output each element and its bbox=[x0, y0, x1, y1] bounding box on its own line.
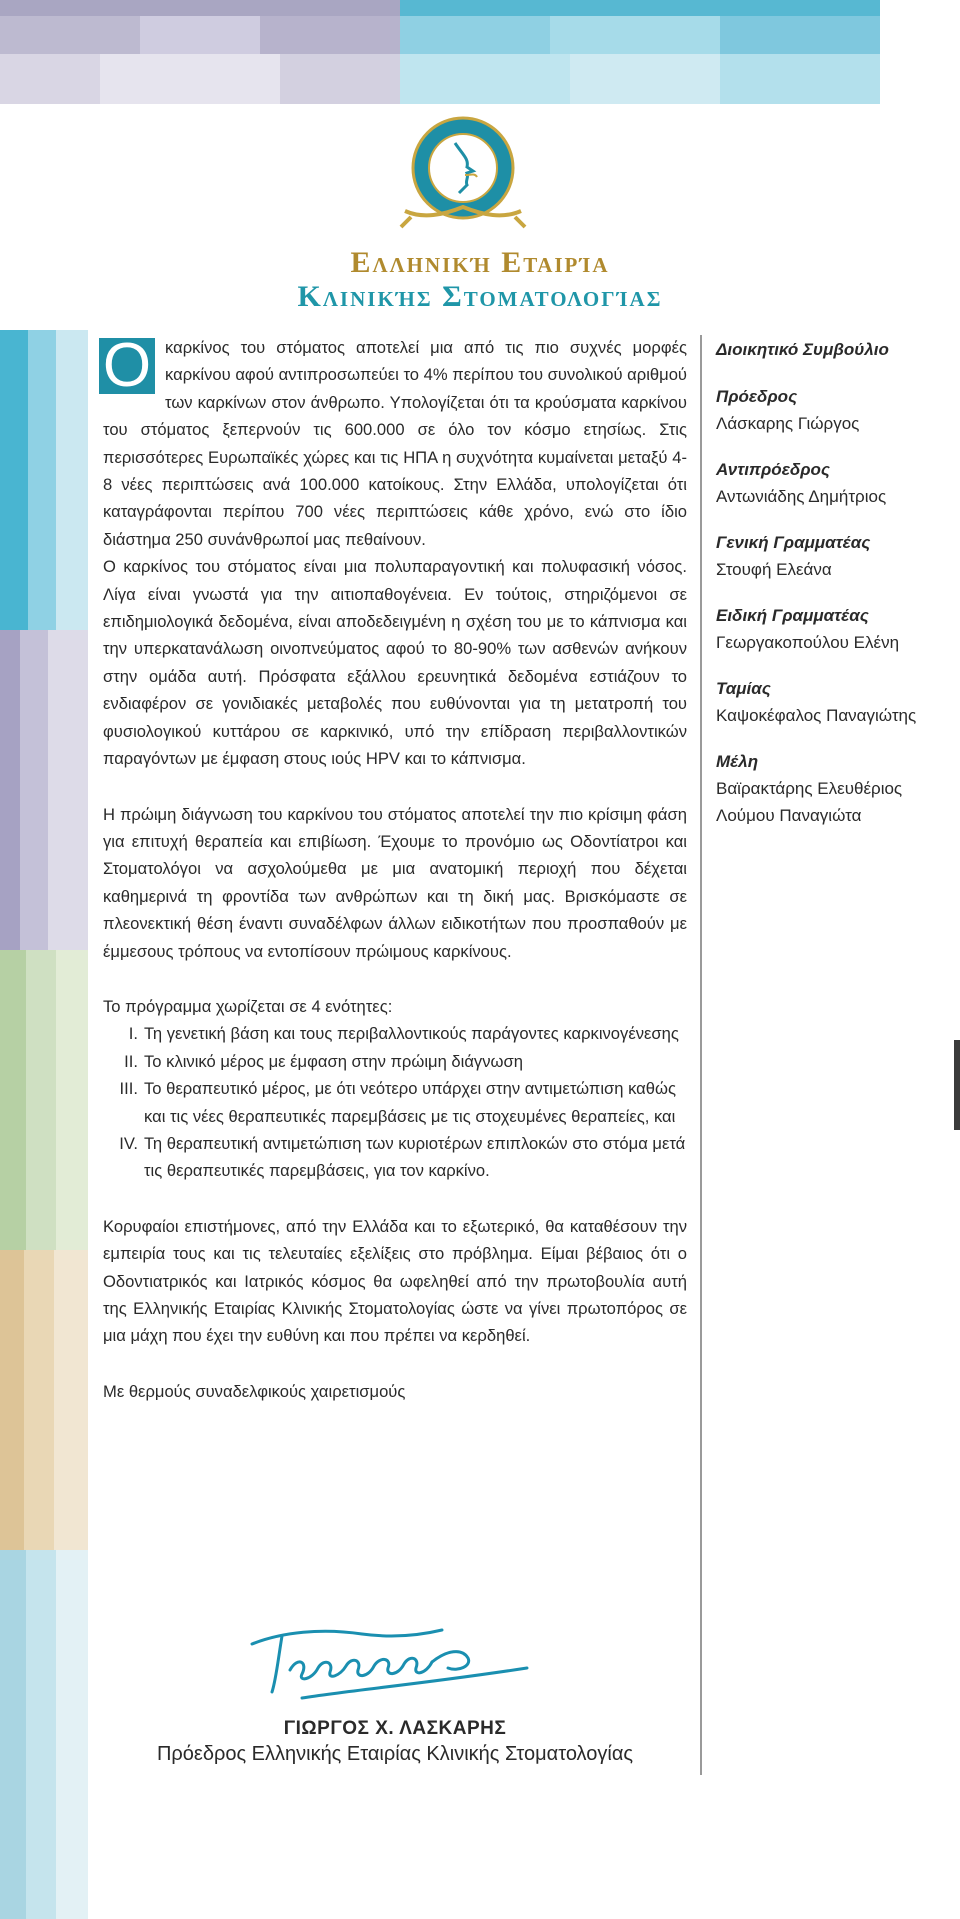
society-name-line2: Κλινικής Στοματολογίας bbox=[297, 279, 663, 313]
board-role: Αντιπρόεδρος bbox=[716, 460, 830, 479]
board-role-group bbox=[716, 456, 956, 510]
paragraph-3: Η πρώιμη διάγνωση του καρκίνου του στόματος αποτελεί την πιο κρίσιμη φάση για επιτυχή θεραπεία και επιβίωση. Έχουμε το προνόμιο ως Οδοντίατροι και Στοματολόγοι να ασχολούμεθα με μια ανατομική περιοχή που δέχεται καθημερινά τη φροντίδα των ανθρώπων και τη δική μας. Βρισκόμαστε σε πλεονεκτική θέση έναντι συναδέλφων άλλων ειδικοτήτων που προσπαθούν με έμμεσους τρόπους να εντοπίσουν πρώιμους καρκίνους. bbox=[103, 804, 687, 961]
board-member: Καψοκέφαλος Παναγιώτης bbox=[716, 706, 917, 725]
board-heading: Διοικητικό Συμβούλιο bbox=[716, 340, 889, 359]
program-list bbox=[103, 1020, 687, 1184]
list-item bbox=[103, 1075, 687, 1130]
left-decorative-strip bbox=[0, 330, 88, 1919]
edge-mark bbox=[954, 1040, 960, 1130]
closing-greeting: Με θερμούς συναδελφικούς χαιρετισμούς bbox=[103, 1381, 406, 1401]
board-role-group bbox=[716, 529, 956, 583]
paragraph-1-text: καρκίνος του στόματος αποτελεί μια από τις πιο συχνές μορφές καρκίνου αφού αντιπροσωπεύει το 4% περίπου του συνολικού αριθμού των καρκίνων στον άνθρωπο. Υπολογίζεται ότι τα κρούσματα καρκίνου του στόματος ξεπερνούν τις 600.000 σε όλο τον κόσμο ετησίως. Στις περισσότερες Ευρωπαϊκές χώρες και τις ΗΠΑ η συχνότητα κυμαίνεται μεταξύ 4-8 νέες περιπτώσεις ανά 100.000 κατοίκους. Στην Ελλάδα, υπολογίζεται ότι καταγράφονται περίπου 700 νέες περιπτώσεις κάθε χρόνο, ενώ στο ίδιο διάστημα 250 συνάνθρωποί μας πεθαίνουν. bbox=[103, 338, 687, 549]
list-item-number: III. bbox=[119, 1079, 138, 1099]
society-name bbox=[200, 246, 760, 313]
board-role-group bbox=[716, 602, 956, 656]
list-item-number: I. bbox=[128, 1024, 138, 1044]
list-item-number: IV. bbox=[119, 1133, 138, 1153]
society-name-line1: Ελληνική Εταιρία bbox=[350, 246, 610, 279]
board-role: Μέλη bbox=[716, 752, 759, 771]
society-logo bbox=[393, 115, 533, 235]
paragraph-4: Κορυφαίοι επιστήμονες, από την Ελλάδα και το εξωτερικό, θα καταθέσουν την εμπειρία τους και τις τελευταίες εξελίξεις στο πρόβλημα. Είμαι βέβαιος ότι ο Οδοντιατρικός και Ιατρικός κόσμος θα ωφεληθεί από την πρωτοβουλία αυτή της Ελληνικής Εταιρίας Κλινικής Στοματολογίας ώστε να γίνει πρωτοπόρος σε μια μάχη που έχει την ευθύνη και που πρέπει να κερδηθεί. bbox=[103, 1216, 687, 1346]
drop-cap: Ο bbox=[99, 338, 155, 394]
board-member: Λούμου Παναγιώτα bbox=[716, 806, 862, 825]
list-item-text: Τη θεραπευτική αντιμετώπιση των κυριοτέρων επιπλοκών στο στόμα μετά τις θεραπευτικές παρεμβάσεις, για τον καρκίνο. bbox=[144, 1133, 686, 1181]
list-item bbox=[103, 1048, 687, 1075]
list-item-text: Το κλινικό μέρος με έμφαση στην πρώιμη διάγνωση bbox=[144, 1051, 523, 1071]
column-divider bbox=[700, 335, 702, 1775]
paragraph-2: Ο καρκίνος του στόματος είναι μια πολυπαραγοντική και πολυφασική νόσος. Λίγα είναι γνωστά για την αιτιοπαθογένεια. Εν τούτοις, στηριζόμενοι σε επιδημιολογικά δεδομένα, είναι αποδεδειγμένη η σχέση του με το κάπνισμα και την υπερκατανάλωση οινοπνεύματος αφού το 80-90% των ασθενών ανήκουν στην ομάδα αυτή. Πρόσφατα εξάλλου ερευνητικά δεδομένα εστιάζουν το ενδιαφέρον σε γονιδιακές μεταβολές που ευθύνονται για τη μετατροπή του φυσιολογικού κυττάρου σε καρκινικό, υπό την επίδραση περιβαλλοντικών παραγόντων με έμφαση στους ιούς HPV και το κάπνισμα. bbox=[103, 557, 687, 769]
header-decorative-band bbox=[0, 0, 880, 104]
list-item bbox=[103, 1130, 687, 1185]
board-role: Γενική Γραμματέας bbox=[716, 533, 871, 552]
board-member: Στουφή Ελεάνα bbox=[716, 560, 832, 579]
board-member: Γεωργακοπούλου Ελένη bbox=[716, 633, 900, 652]
board-role: Ειδική Γραμματέας bbox=[716, 606, 869, 625]
handwritten-signature bbox=[242, 1610, 542, 1710]
board-role-group bbox=[716, 383, 956, 437]
board-member: Βαϊρακτάρης Ελευθέριος bbox=[716, 779, 903, 798]
board-member: Αντωνιάδης Δημήτριος bbox=[716, 487, 887, 506]
program-intro: Το πρόγραμμα χωρίζεται σε 4 ενότητες: bbox=[103, 996, 393, 1016]
list-item-text: Το θεραπευτικό μέρος, με ότι νεότερο υπάρχει στην αντιμετώπιση καθώς και τις νέες θεραπευτικές παρεμβάσεις με τις στοχευμένες θεραπείες, και bbox=[144, 1079, 676, 1126]
board-sidebar bbox=[716, 336, 956, 848]
board-role: Ταμίας bbox=[716, 679, 771, 698]
board-role: Πρόεδρος bbox=[716, 387, 798, 406]
list-item-text: Τη γενετική βάση και τους περιβαλλοντικούς παράγοντες καρκινογένεσης bbox=[144, 1024, 679, 1044]
letter-body bbox=[102, 331, 687, 1405]
board-member: Λάσκαρης Γιώργος bbox=[716, 414, 860, 433]
board-role-group bbox=[716, 748, 956, 829]
list-item bbox=[103, 1020, 687, 1047]
signer-title: Πρόεδρος Ελληνικής Εταιρίας Κλινικής Στοματολογίας bbox=[156, 1743, 634, 1765]
signer-name: ΓΙΩΡΓΟΣ Χ. ΛΑΣΚΑΡΗΣ bbox=[283, 1718, 507, 1739]
paragraph-1 bbox=[102, 331, 687, 553]
list-item-number: II. bbox=[124, 1051, 138, 1071]
board-role-group bbox=[716, 675, 956, 729]
